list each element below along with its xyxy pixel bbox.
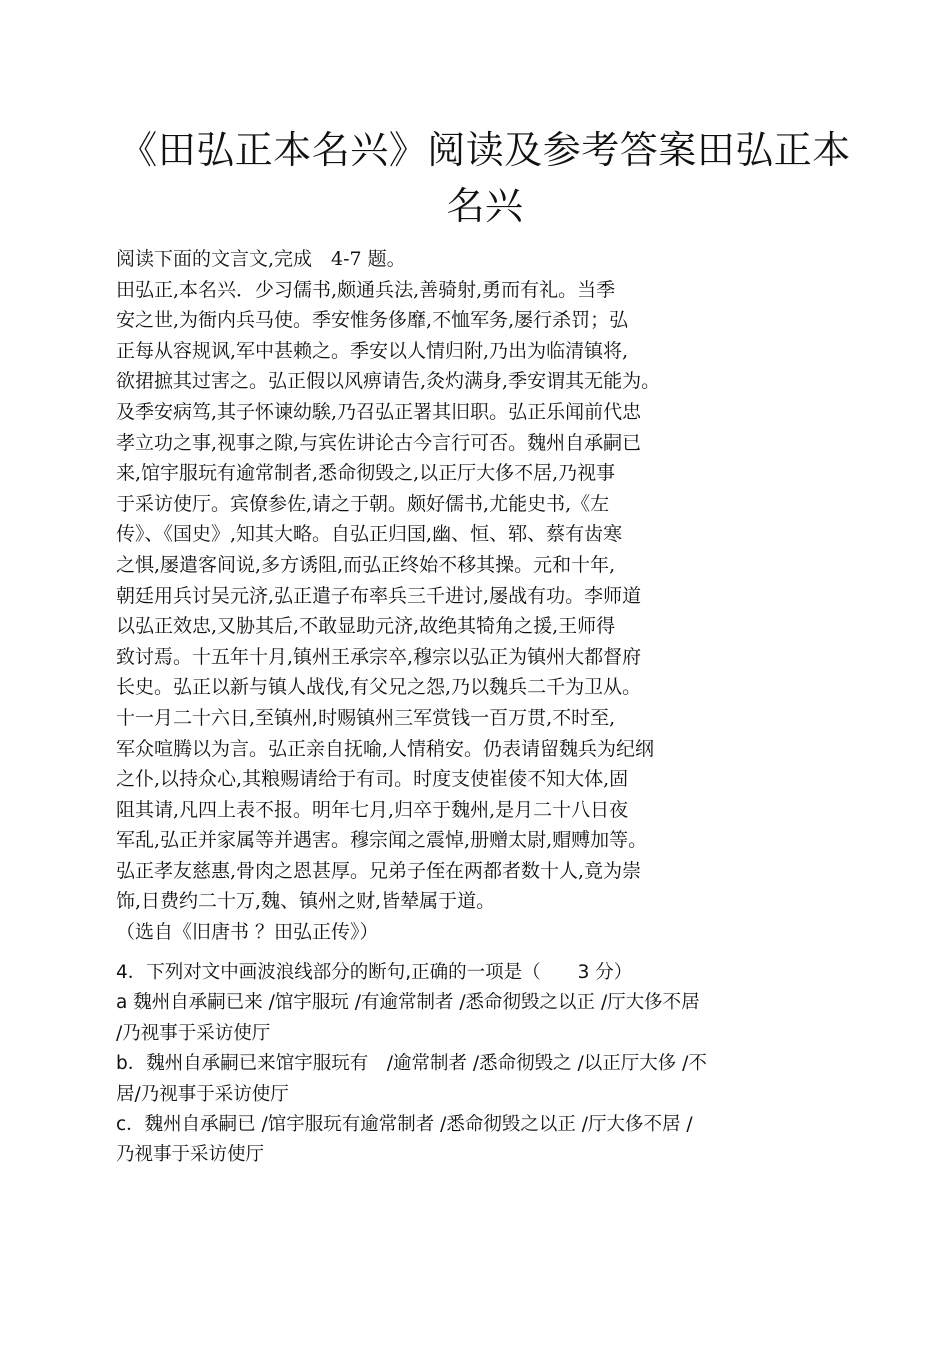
passage-line: 及季安病笃,其子怀谏幼騃,乃召弘正署其旧职。弘正乐闻前代忠 (116, 400, 642, 423)
passage-line: 欲捃摭其过害之。弘正假以风痹请告,灸灼满身,季安谓其无能为。 (116, 370, 661, 393)
option-b-continued: 居/乃视事于采访使厅 (116, 1083, 289, 1105)
passage-line: 致讨焉。十五年十月,镇州王承宗卒,穆宗以弘正为镇州大都督府 (116, 645, 642, 668)
option-a: a 魏州自承嗣已来 /馆宇服玩 /有逾常制者 /悉命彻毁之以正 /厅大侈不居 (116, 992, 700, 1014)
passage-line: 来,馆宇服玩有逾常制者,悉命彻毁之,以正厅大侈不居,乃视事 (116, 462, 616, 485)
passage-line: 于采访使厅。宾僚参佐,请之于朝。颇好儒书,尤能史书,《左 (116, 492, 610, 515)
passage-line: 军乱,弘正并家属等并遇害。穆宗闻之震悼,册赠太尉,赗赙加等。 (116, 829, 648, 852)
option-a-continued: /乃视事于采访使厅 (116, 1022, 271, 1044)
passage-line: 孝立功之事,视事之隙,与宾佐讲论古今言行可否。魏州自承嗣已 (116, 431, 642, 454)
question-prompt: 4．下列对文中画波浪线部分的断句,正确的一项是（ 3 分） (116, 962, 633, 983)
question-block (116, 958, 836, 1171)
option-c-continued: 乃视事于采访使厅 (116, 1144, 265, 1166)
passage-text (116, 244, 836, 948)
passage-line: 阅读下面的文言文,完成 4-7 题。 (116, 248, 406, 270)
document-title (90, 122, 880, 234)
option-c: c．魏州自承嗣已 /馆宇服玩有逾常制者 /悉命彻毁之以正 /厅大侈不居 / (116, 1114, 693, 1136)
passage-line: 安之世,为衙内兵马使。季安惟务侈靡,不恤军务,屡行杀罚；弘 (116, 309, 629, 332)
passage-line: 军众喧腾以为言。弘正亲自抚喻,人情稍安。仍表请留魏兵为纪纲 (116, 737, 655, 760)
passage-line: 长史。弘正以新与镇人战伐,有父兄之怨,乃以魏兵二千为卫从。 (116, 676, 642, 699)
passage-line: 正每从容规讽,军中甚赖之。季安以人情归附,乃出为临清镇将, (116, 339, 629, 362)
title-line: 《田弘正本名兴》阅读及参考答案田弘正本 (119, 128, 851, 172)
passage-line: 以弘正效忠,又胁其后,不敢显助元济,故绝其犄角之援,王师得 (116, 615, 616, 638)
option-b: b．魏州自承嗣已来馆宇服玩有 /逾常制者 /悉命彻毁之 /以正厅大侈 /不 (116, 1053, 707, 1075)
passage-line: 朝廷用兵讨吴元济,弘正遣子布率兵三千进讨,屡战有功。李师道 (116, 584, 642, 607)
passage-line: 之仆,以持众心,其粮赐请给于有司。时度支使崔倰不知大体,固 (116, 768, 629, 791)
passage-line: 传》、《国史》,知其大略。自弘正归国,幽、恒、郓、蔡有齿寒 (116, 523, 623, 546)
source-citation: （选自《旧唐书 ？田弘正传》） (116, 921, 379, 944)
title-line: 名兴 (446, 184, 524, 228)
passage-line: 弘正孝友慈惠,骨肉之恩甚厚。兄弟子侄在两都者数十人,竟为崇 (116, 859, 642, 882)
passage-line: 饰,日费约二十万,魏、镇州之财,皆辇属于道。 (116, 890, 496, 913)
passage-line: 田弘正,本名兴．少习儒书,颇通兵法,善骑射,勇而有礼。当季 (116, 278, 616, 301)
passage-line: 之惧,屡遣客间说,多方诱阻,而弘正终始不移其操。元和十年, (116, 553, 616, 576)
passage-line: 阻其请,凡四上表不报。明年七月,归卒于魏州,是月二十八日夜 (116, 798, 629, 821)
passage-line: 十一月二十六日,至镇州,时赐镇州三军赏钱一百万贯,不时至, (116, 706, 616, 729)
